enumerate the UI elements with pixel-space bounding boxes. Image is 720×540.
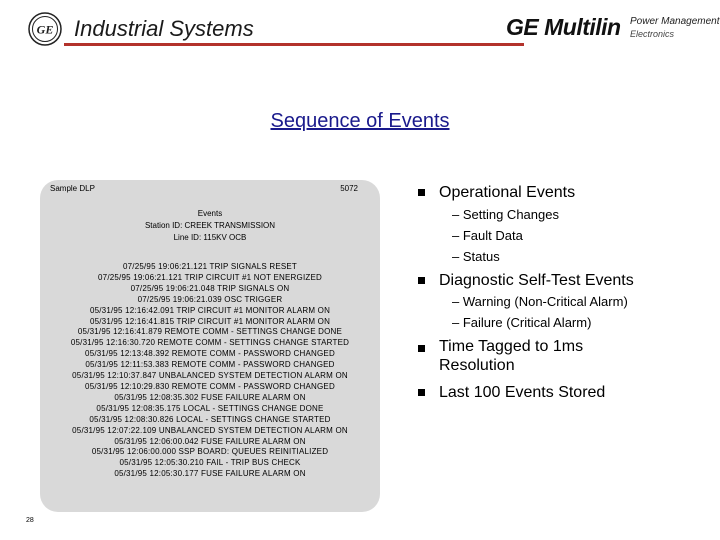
event-row: 05/31/95 12:16:41.815 TRIP CIRCUIT #1 MONITOR ALARM ON — [89, 316, 331, 326]
event-row: 05/31/95 12:08:35.302 FUSE FAILURE ALARM ON — [114, 392, 306, 402]
event-row: 05/31/95 12:06:00.000 SSP BOARD: QUEUES REINITIALIZED — [91, 447, 329, 457]
report-relay-name: Sample DLP — [50, 184, 95, 193]
sub-bullet: – Failure (Critical Alarm) — [452, 315, 592, 330]
event-row: 05/31/95 12:08:35.175 LOCAL - SETTINGS CHANGE DONE — [96, 403, 324, 413]
square-bullet-icon — [418, 345, 425, 352]
event-row: 05/31/95 12:07:22.109 UNBALANCED SYSTEM DETECTION ALARM ON — [72, 425, 348, 435]
brand-logo: GE Multilin — [506, 14, 621, 40]
header-rule — [64, 43, 524, 46]
event-row: 07/25/95 19:06:21.121 TRIP CIRCUIT #1 NOT ENERGIZED — [98, 272, 322, 282]
report-label: Events — [197, 209, 223, 218]
svg-text:GE: GE — [36, 22, 54, 37]
brand-sub-line1: Power Management — [630, 16, 720, 27]
page-number: 28 — [26, 517, 34, 524]
event-row: 07/25/95 19:06:21.121 TRIP SIGNALS RESET — [122, 262, 298, 271]
event-row: 05/31/95 12:06:00.042 FUSE FAILURE ALARM ON — [114, 436, 306, 446]
event-row: 07/25/95 19:06:21.039 OSC TRIGGER — [137, 294, 283, 304]
bullet-text: Operational Events — [439, 184, 576, 201]
event-row: 05/31/95 12:16:41.879 REMOTE COMM - SETTINGS CHANGE DONE — [77, 327, 343, 337]
bullet-text: Diagnostic Self-Test Events — [439, 272, 634, 289]
bullet-text: Time Tagged to 1ms — [439, 338, 584, 355]
event-row: 05/31/95 12:11:53.383 REMOTE COMM - PASSWORD CHANGED — [85, 360, 335, 370]
report-unit-id: 5072 — [340, 184, 358, 193]
event-report-panel — [40, 180, 380, 512]
square-bullet-icon — [418, 389, 425, 396]
sub-bullet: – Fault Data — [452, 228, 523, 243]
event-row: 05/31/95 12:05:30.177 FUSE FAILURE ALARM ON — [114, 469, 306, 479]
ge-monogram-icon — [28, 12, 62, 46]
event-row: 05/31/95 12:13:48.392 REMOTE COMM - PASSWORD CHANGED — [85, 349, 335, 359]
header-title: Industrial Systems — [74, 16, 254, 41]
bullet-text-continued: Resolution — [439, 357, 515, 374]
event-row: 05/31/95 12:10:37.847 UNBALANCED SYSTEM DETECTION ALARM ON — [72, 371, 348, 381]
brand-subtitle — [630, 16, 720, 40]
sub-bullet: – Warning (Non-Critical Alarm) — [452, 294, 628, 309]
report-line: Line ID: 115KV OCB — [173, 233, 247, 242]
square-bullet-icon — [418, 277, 425, 284]
event-row: 05/31/95 12:16:42.091 TRIP CIRCUIT #1 MONITOR ALARM ON — [89, 305, 331, 315]
event-row: 05/31/95 12:05:30.210 FAIL - TRIP BUS CHECK — [119, 458, 301, 468]
slide-title: Sequence of Events — [270, 110, 450, 132]
event-row: 05/31/95 12:10:29.830 REMOTE COMM - PASSWORD CHANGED — [85, 381, 335, 391]
report-station: Station ID: CREEK TRANSMISSION — [144, 221, 276, 230]
brand-sub-line2: Electronics — [630, 29, 675, 39]
square-bullet-icon — [418, 189, 425, 196]
event-row: 05/31/95 12:16:30.720 REMOTE COMM - SETTINGS CHANGE STARTED — [70, 338, 350, 348]
report-meta — [40, 208, 380, 244]
sub-bullet: – Status — [452, 249, 500, 264]
event-row: 07/25/95 19:06:21.048 TRIP SIGNALS ON — [130, 283, 290, 293]
sub-bullet: – Setting Changes — [452, 207, 559, 222]
event-row: 05/31/95 12:08:30.826 LOCAL - SETTINGS CHANGE STARTED — [89, 414, 331, 424]
bullet-text: Last 100 Events Stored — [439, 384, 606, 401]
event-list — [40, 262, 380, 480]
